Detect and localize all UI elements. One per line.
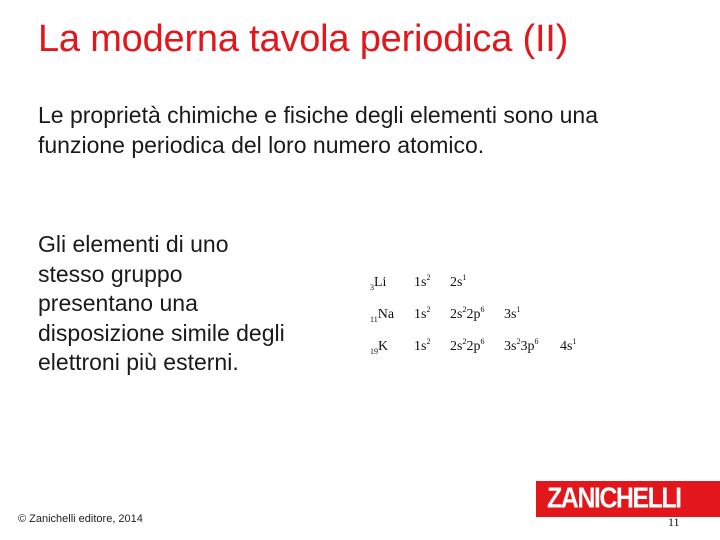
config-row-lithium (370, 275, 610, 307)
orbital: $2s^1$ (450, 273, 467, 290)
paragraph-periodic-law: Le proprietà chimiche e fisiche degli elementi sono una funzione periodica del loro numero atomico. (38, 102, 598, 158)
element-sodium (370, 307, 394, 324)
atomic-number: 3 (370, 283, 374, 292)
atomic-number: 11 (370, 315, 378, 324)
element-symbol: Na (377, 307, 395, 322)
orbital: $3s^23p^6$ (504, 337, 539, 354)
orbital: $1s^2$ (414, 273, 431, 290)
page-number: 11 (668, 515, 680, 529)
element-potassium (370, 339, 388, 356)
orbital: $1s^2$ (414, 337, 431, 354)
paragraph-groups: Gli elementi di uno stesso gruppo presentano una disposizione simile degli elettroni più esterni. (38, 231, 285, 375)
element-symbol: K (378, 339, 389, 354)
copyright-notice: © Zanichelli editore, 2014 (18, 513, 143, 525)
publisher-logo: ZANICHELLI (547, 482, 681, 515)
atomic-number: 19 (370, 347, 378, 356)
orbital: $3s^1$ (504, 305, 521, 322)
orbital: $1s^2$ (414, 305, 431, 322)
config-row-sodium (370, 307, 610, 339)
orbital: $4s^1$ (560, 337, 577, 354)
orbital: $2s^22p^6$ (450, 305, 485, 322)
orbital: $2s^22p^6$ (450, 337, 485, 354)
electron-configurations (370, 275, 610, 371)
config-row-potassium (370, 339, 610, 371)
slide-title: La moderna tavola periodica (II) (38, 18, 569, 60)
element-lithium (370, 275, 386, 292)
element-symbol: Li (374, 275, 387, 290)
